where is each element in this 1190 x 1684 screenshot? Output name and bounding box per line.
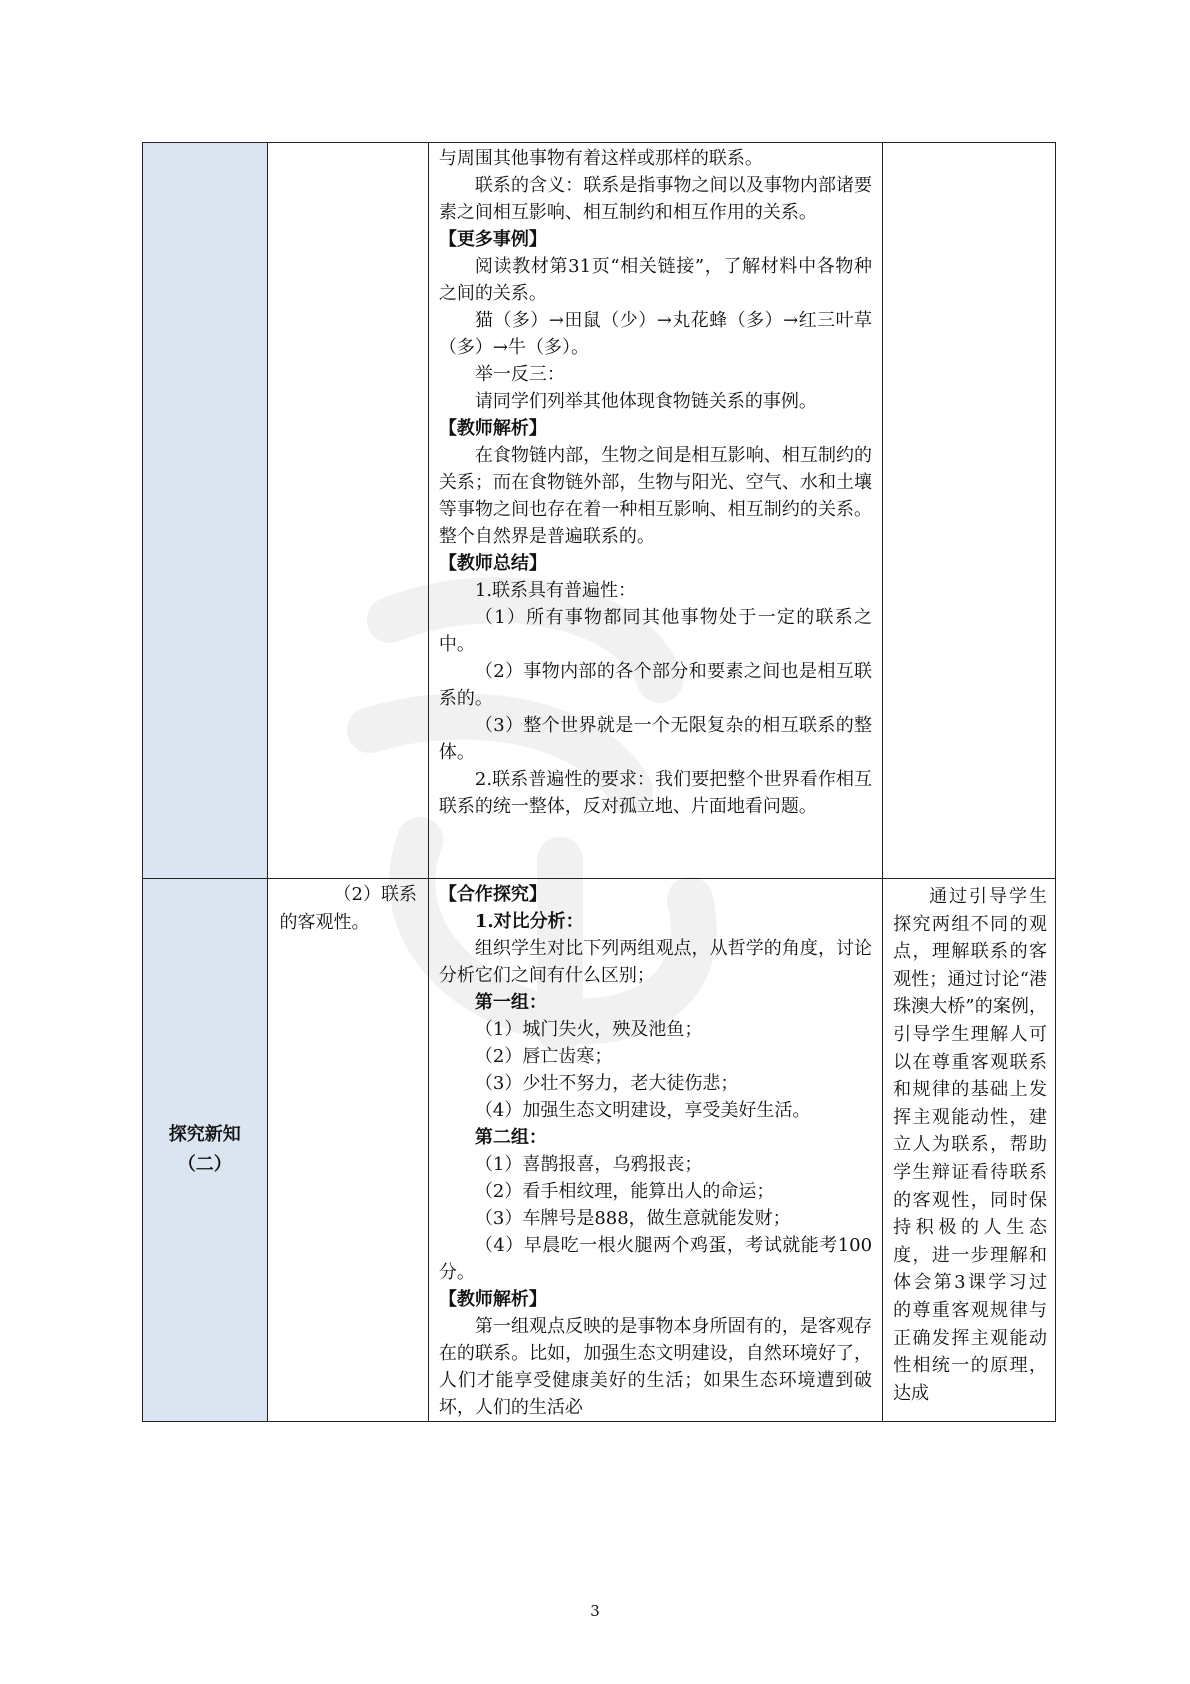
section-heading: 【合作探究】: [438, 884, 547, 905]
content-paragraph: （1）喜鹊报喜，乌鸦报丧；: [474, 1154, 703, 1175]
table-row: [143, 879, 1056, 1422]
sub-topic-cell: [267, 879, 428, 1422]
content-paragraph: 第一组观点反映的是事物本身所固有的，是客观存在的联系。比如，加强生态文明建设，自然环境好了，人们才能享受健康美好的生活；如果生态环境遭到破坏，人们的生活必: [438, 1316, 873, 1418]
content-paragraph: （2）看手相纹理，能算出人的命运；: [474, 1181, 775, 1202]
content-paragraph: 举一反三：: [474, 364, 565, 385]
content-paragraph: 第一组：: [474, 992, 547, 1013]
content-paragraph: （3）少壮不努力，老大徒伤悲；: [474, 1073, 739, 1094]
content-paragraph: 第二组：: [474, 1127, 547, 1148]
content-paragraph: 2.联系普遍性的要求：我们要把整个世界看作相互联系的统一整体，反对孤立地、片面地看问题。: [438, 769, 873, 817]
content-cell: [428, 143, 882, 879]
content-paragraph: 联系的含义：联系是指事物之间以及事物内部诸要素之间相互影响、相互制约和相互作用的关系。: [438, 175, 873, 223]
sub-topic-cell: [267, 143, 428, 879]
content-paragraph: 请同学们列举其他体现食物链关系的事例。: [474, 391, 817, 412]
content-body: [429, 879, 882, 1421]
content-paragraph: 猫（多）→田鼠（少）→丸花蜂（多）→红三叶草（多）→牛（多）。: [438, 310, 873, 358]
sub-topic-text: [268, 143, 428, 145]
stage-label-line1: 探究新知: [168, 1124, 241, 1145]
content-paragraph: 在食物链内部，生物之间是相互影响、相互制约的关系；而在食物链外部，生物与阳光、空气、水和土壤等事物之间也存在着一种相互影响、相互制约的关系。整个自然界是普遍联系的。: [438, 445, 873, 547]
content-paragraph: （1）城门失火，殃及池鱼；: [474, 1019, 703, 1040]
stage-label-line2: （二）: [177, 1154, 232, 1175]
lesson-plan-table: [142, 142, 1056, 1422]
content-paragraph: 组织学生对比下列两组观点，从哲学的角度，讨论分析它们之间有什么区别；: [438, 938, 873, 986]
sub-topic-paragraph: （2）联系的客观性。: [279, 884, 417, 933]
section-heading: 【教师解析】: [438, 418, 547, 439]
table-row: [143, 143, 1056, 879]
section-heading: 【教师总结】: [438, 553, 547, 574]
stage-label: [143, 1120, 267, 1180]
section-heading: 【更多事例】: [438, 229, 547, 250]
design-intent-text: [883, 879, 1055, 1407]
content-body: [429, 143, 882, 820]
design-intent-paragraph: 通过引导学生探究两组不同的观点，理解联系的客观性；通过讨论“港珠澳大桥”的案例，引导学生理解人可以在尊重客观联系和规律的基础上发挥主观能动性，建立人为联系，帮助学生辩证看待联系的客观性，同时保持积极的人生态度，进一步理解和体会第3课学习过的尊重客观规律与正确发挥主观能动性相统一的原理，达成: [893, 886, 1047, 1404]
content-paragraph: （4）加强生态文明建设，享受美好生活。: [474, 1100, 811, 1121]
content-paragraph: （3）车牌号是888，做生意就能发财；: [474, 1208, 791, 1229]
page-number: 3: [590, 1602, 600, 1620]
stage-cell: [143, 879, 268, 1422]
content-paragraph: 与周围其他事物有着这样或那样的联系。: [438, 148, 763, 169]
content-paragraph: （3）整个世界就是一个无限复杂的相互联系的整体。: [438, 715, 873, 763]
content-paragraph: （1）所有事物都同其他事物处于一定的联系之中。: [438, 607, 873, 655]
design-intent-text: [883, 143, 1055, 147]
content-paragraph: （2）唇亡齿寒；: [474, 1046, 613, 1067]
content-paragraph: （2）事物内部的各个部分和要素之间也是相互联系的。: [438, 661, 873, 709]
content-paragraph: （4）早晨吃一根火腿两个鸡蛋，考试就能考100分。: [438, 1235, 873, 1283]
design-intent-cell: [883, 143, 1056, 879]
content-paragraph: 1.联系具有普遍性：: [474, 580, 637, 601]
sub-topic-text: [268, 879, 428, 937]
content-cell: [428, 879, 882, 1422]
content-paragraph: 1.对比分析：: [474, 911, 584, 932]
design-intent-cell: [883, 879, 1056, 1422]
section-heading: 【教师解析】: [438, 1289, 547, 1310]
stage-cell: [143, 143, 268, 879]
content-paragraph: 阅读教材第31页“相关链接”，了解材料中各物种之间的关系。: [438, 256, 873, 304]
